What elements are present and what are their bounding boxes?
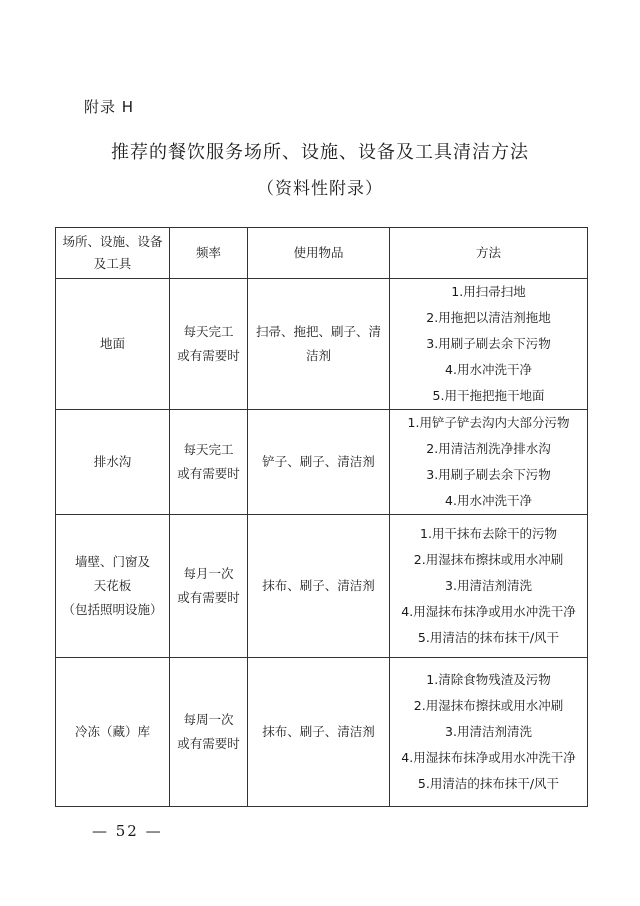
method-step: 3.用刷子刷去余下污物 — [426, 336, 551, 351]
method-step: 2.用清洁剂洗净排水沟 — [426, 441, 551, 456]
methods-list — [394, 667, 583, 797]
frequency-cell — [170, 515, 248, 658]
document-subtitle: （资料性附录） — [257, 179, 383, 199]
frequency-text: 或有需要时 — [177, 590, 240, 605]
method-step: 1.清除食物残渣及污物 — [426, 672, 551, 687]
method-step: 4.用水冲洗干净 — [445, 493, 532, 508]
frequency-text: 每天完工 — [183, 324, 234, 339]
method-step: 2.用湿抹布擦抹或用水冲刷 — [413, 698, 564, 713]
table-row — [56, 658, 588, 807]
header-items: 使用物品 — [248, 228, 390, 279]
method-step: 2.用湿抹布擦抹或用水冲刷 — [413, 552, 564, 567]
location-text: 冷冻（藏）库 — [74, 724, 150, 739]
location-cell — [56, 410, 170, 515]
document-title: 推荐的餐饮服务场所、设施、设备及工具清洁方法 — [111, 142, 529, 163]
method-step: 1.用干抹布去除干的污物 — [420, 526, 557, 541]
location-text: 墙壁、门窗及 — [74, 554, 150, 569]
method-step: 4.用水冲洗干净 — [445, 362, 532, 377]
items-cell — [248, 279, 390, 410]
appendix-label: 附录 H — [84, 98, 135, 116]
frequency-text: 每天完工 — [183, 442, 234, 457]
table-row — [56, 410, 588, 515]
items-text: 抹布、刷子、清洁剂 — [262, 724, 375, 739]
items-text: 洁剂 — [305, 348, 331, 363]
items-text: 抹布、刷子、清洁剂 — [262, 578, 375, 593]
location-text: （包括照明设施） — [62, 602, 163, 617]
frequency-cell — [170, 658, 248, 807]
items-text: 扫帚、拖把、刷子、清 — [255, 324, 381, 339]
location-text: 排水沟 — [93, 454, 132, 469]
cleaning-methods-table — [55, 227, 588, 807]
method-step: 3.用清洁剂清洗 — [445, 724, 532, 739]
methods-cell — [390, 410, 588, 515]
method-step: 5.用清洁的抹布抹干/风干 — [417, 630, 560, 645]
method-step: 3.用清洁剂清洗 — [445, 578, 532, 593]
method-step: 2.用拖把以清洁剂拖地 — [426, 310, 551, 325]
method-step: 3.用刷子刷去余下污物 — [426, 467, 551, 482]
frequency-cell — [170, 279, 248, 410]
header-location-line1: 场所、设施、设备 — [62, 234, 163, 249]
page-number: — 52 — — [92, 822, 163, 840]
methods-cell — [390, 515, 588, 658]
method-step: 4.用湿抹布抹净或用水冲洗干净 — [401, 604, 576, 619]
location-cell — [56, 279, 170, 410]
method-step: 1.用扫帚扫地 — [451, 284, 526, 299]
frequency-text: 或有需要时 — [177, 348, 240, 363]
location-cell — [56, 515, 170, 658]
table-row — [56, 515, 588, 658]
frequency-text: 或有需要时 — [177, 736, 240, 751]
methods-list — [394, 410, 583, 514]
method-step: 5.用清洁的抹布抹干/风干 — [417, 776, 560, 791]
frequency-text: 每周一次 — [183, 712, 234, 727]
frequency-text: 每月一次 — [183, 566, 234, 581]
method-step: 4.用湿抹布抹净或用水冲洗干净 — [401, 750, 576, 765]
location-cell — [56, 658, 170, 807]
methods-cell — [390, 279, 588, 410]
header-frequency: 频率 — [170, 228, 248, 279]
table-header-row — [56, 228, 588, 279]
location-text: 天花板 — [93, 578, 132, 593]
header-method: 方法 — [390, 228, 588, 279]
items-cell — [248, 410, 390, 515]
items-cell — [248, 658, 390, 807]
frequency-cell — [170, 410, 248, 515]
method-step: 1.用铲子铲去沟内大部分污物 — [407, 415, 570, 430]
frequency-text: 或有需要时 — [177, 466, 240, 481]
methods-list — [394, 279, 583, 409]
methods-list — [394, 521, 583, 651]
method-step: 5.用干拖把拖干地面 — [432, 388, 545, 403]
items-text: 铲子、刷子、清洁剂 — [262, 454, 375, 469]
methods-cell — [390, 658, 588, 807]
location-text: 地面 — [99, 336, 125, 351]
header-location — [56, 228, 170, 279]
table-row — [56, 279, 588, 410]
items-cell — [248, 515, 390, 658]
header-location-line2: 及工具 — [93, 256, 132, 271]
